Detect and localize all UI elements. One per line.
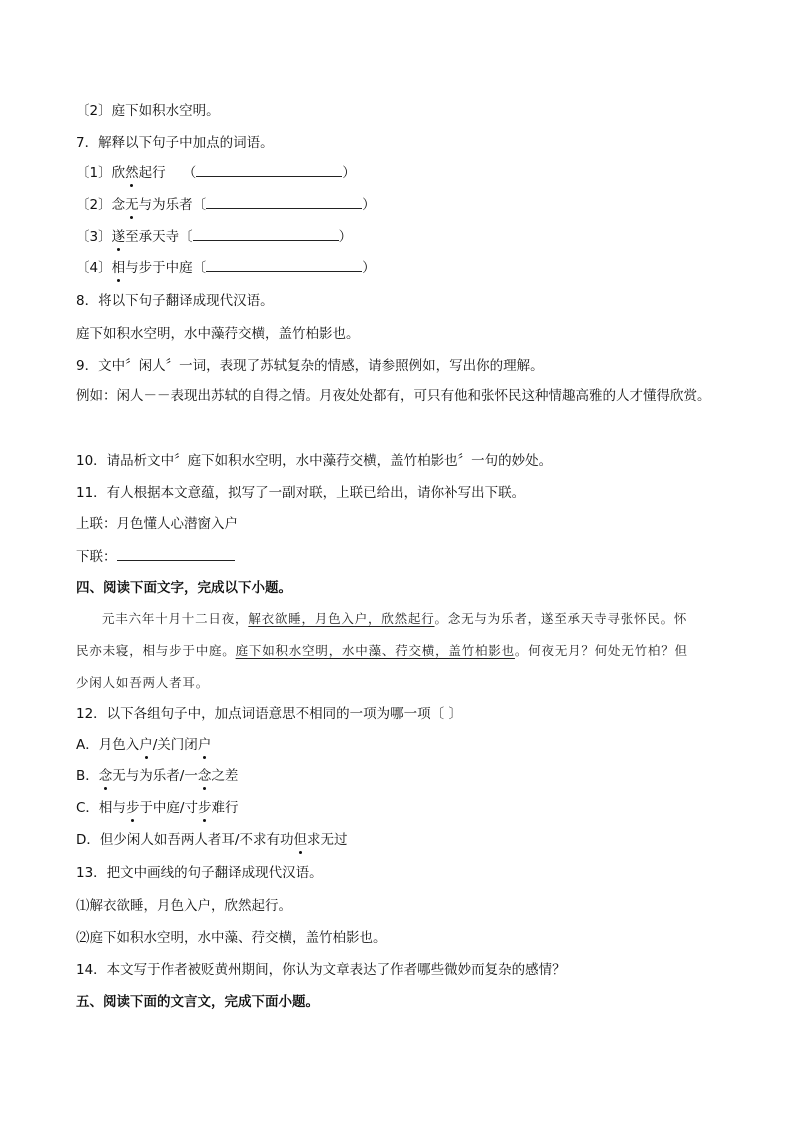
q7-item-1: 〔1〕欣然起行 （ ）	[76, 165, 356, 181]
underlined-sentence: 解衣欲睡，月色入户，欣然起行	[248, 611, 435, 626]
q6-item-2: 〔2〕庭下如积水空明。	[76, 103, 220, 119]
emphasis-dot-char: 然	[125, 165, 139, 181]
q12-option-a[interactable]: A．月色入户/关门闭户	[76, 737, 212, 753]
q9-example: 例如：闲人－－表现出苏轼的自得之情。月夜处处都有，可只有他和张怀民这种情趣高雅的人才懂得欣赏。	[76, 388, 711, 404]
q9-title: 9．文中〞闲人〞一词，表现了苏轼复杂的情感，请参照例如，写出你的理解。	[76, 358, 544, 374]
couplet-upper: 上联：月色懂人心潜窗入户	[76, 516, 238, 532]
q7-item-4: 〔4〕相与步于中庭〔 ）	[76, 260, 376, 276]
answer-blank[interactable]	[206, 258, 362, 272]
q14-title: 14．本文写于作者被贬黄州期间，你认为文章表达了作者哪些微妙而复杂的感情？	[76, 962, 566, 978]
q13-sentence-2: ⑵庭下如积水空明，水中藻、荇交横，盖竹柏影也。	[76, 930, 387, 946]
answer-blank[interactable]	[196, 163, 342, 177]
q10-title: 10．请品析文中〞庭下如积水空明，水中藻荇交横，盖竹柏影也〞一句的妙处。	[76, 453, 553, 469]
q13-sentence-1: ⑴解衣欲睡，月色入户，欣然起行。	[76, 898, 292, 914]
q11-title: 11．有人根据本文意蕴，拟写了一副对联，上联已给出，请你补写出下联。	[76, 485, 526, 501]
emphasis-dot-char: 相	[111, 260, 126, 276]
q12-option-d[interactable]: D．但少闲人如吾两人者耳/不求有功但求无过	[76, 832, 348, 848]
couplet-lower: 下联：	[76, 547, 235, 566]
emphasis-dot-char: 遂	[111, 229, 126, 245]
q12-title: 12．以下各组句子中，加点词语意思不相同的一项为哪一项〔 〕	[76, 706, 462, 722]
q8-title: 8．将以下句子翻译成现代汉语。	[76, 293, 274, 309]
q7-title: 7．解释以下句子中加点的词语。	[76, 135, 274, 151]
q8-text: 庭下如积水空明，水中藻荇交横，盖竹柏影也。	[76, 326, 360, 342]
emphasis-dot-char: 无	[125, 197, 139, 213]
answer-blank[interactable]	[193, 227, 339, 241]
section-5-heading: 五、阅读下面的文言文，完成下面小题。	[76, 994, 319, 1010]
classical-passage: 元丰六年十月十二日夜，解衣欲睡，月色入户，欣然起行。念无与为乐者，遂至承天寺寻张怀民。怀 民亦未寝，相与步于中庭。庭下如积水空明，水中藻、荇交横，盖竹柏影也。何夜无月？何处无竹柏？但 少闲人如吾两人者耳。	[76, 611, 688, 690]
answer-blank[interactable]	[117, 547, 235, 561]
q7-item-3: 〔3〕遂至承天寺〔 ）	[76, 229, 353, 245]
q13-title: 13．把文中画线的句子翻译成现代汉语。	[76, 865, 323, 881]
q7-item-2: 〔2〕念无与为乐者〔 ）	[76, 197, 376, 213]
section-4-heading: 四、阅读下面文字，完成以下小题。	[76, 580, 292, 596]
answer-blank[interactable]	[206, 195, 362, 209]
q12-option-b[interactable]: B．念无与为乐者/一念之差	[76, 768, 239, 784]
underlined-sentence: 庭下如积水空明，水中藻、荇交横，盖竹柏影也	[235, 643, 515, 658]
q12-option-c[interactable]: C．相与步于中庭/寸步难行	[76, 800, 239, 816]
